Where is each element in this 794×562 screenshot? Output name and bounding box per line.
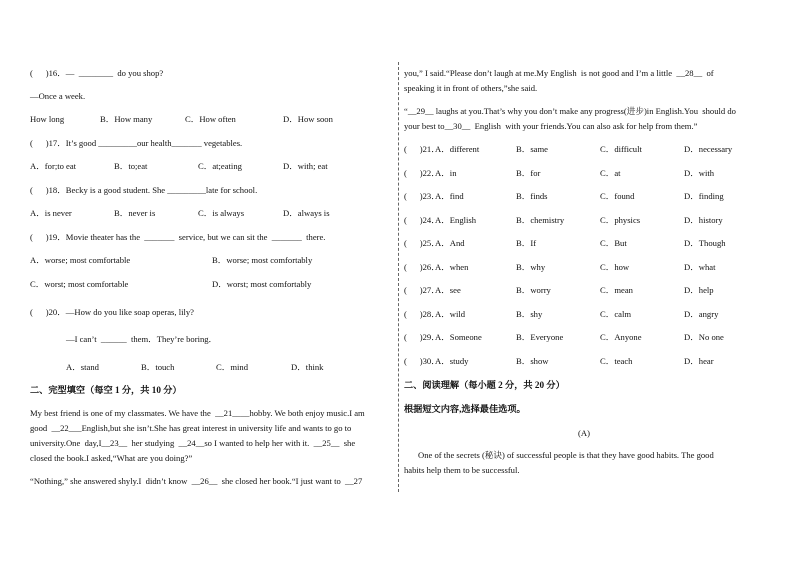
cloze-option-b[interactable]: B．why (516, 261, 546, 272)
passage-line: closed the book.I asked,“What are you doing?” (30, 453, 193, 463)
passage-line: your best to__30__ English with your friends.You can also ask for help from them.” (404, 121, 698, 131)
cloze-option-b[interactable]: B．worry (516, 285, 551, 295)
q20-option-b[interactable]: B．touch (141, 362, 175, 372)
cloze-option-a[interactable]: A．different (435, 144, 480, 154)
cloze-option-c[interactable]: C．at (600, 167, 621, 178)
cloze-question-number: ( )29． (404, 332, 440, 342)
q18-option-a[interactable]: A．is never (30, 208, 72, 218)
cloze-option-d[interactable]: D．what (684, 261, 716, 272)
cloze-option-d[interactable]: D．angry (684, 308, 719, 319)
q19-option-c[interactable]: C．worst; most comfortable (30, 279, 129, 289)
q18-stem: ( )18．Becky is a good student. She _________late for school. (30, 185, 258, 195)
reading-line: One of the secrets (秘诀) of successful people is that they have good habits. The good (418, 450, 714, 460)
passage-line: university.One day,I__23__ her studying __24__so I wanted to help her with it. __25__ she (30, 438, 356, 448)
cloze-option-d[interactable]: D．necessary (684, 144, 733, 154)
q20-option-d[interactable]: D．think (291, 362, 324, 372)
passage-line: “Nothing,” she answered shyly.I didn’t know __26__ she closed her book.“I just want to __27 (30, 476, 363, 486)
cloze-question-number: ( )24． (404, 214, 440, 225)
q16-option-b[interactable]: B．How many (100, 114, 153, 124)
q17-option-d[interactable]: D．with; eat (283, 161, 328, 171)
column-divider (398, 62, 399, 492)
cloze-option-b[interactable]: B．Everyone (516, 332, 564, 342)
cloze-option-a[interactable]: A．in (435, 167, 457, 178)
cloze-option-c[interactable]: C．difficult (600, 144, 642, 154)
q16-reply: —Once a week. (30, 91, 86, 101)
cloze-option-c[interactable]: C．Anyone (600, 332, 642, 342)
q16-option-a[interactable]: How long (30, 114, 65, 124)
q19-option-a[interactable]: A．worse; most comfortable (30, 255, 131, 265)
cloze-option-b[interactable]: B．shy (516, 308, 543, 319)
cloze-option-b[interactable]: B．If (516, 238, 537, 248)
cloze-option-d[interactable]: D．with (684, 167, 715, 178)
q19-option-d[interactable]: D．worst; most comfortably (212, 279, 312, 289)
q17-stem: ( )17．It’s good _________our health_______ vegetables. (30, 138, 243, 148)
cloze-question-number: ( )22． (404, 167, 440, 178)
cloze-option-c[interactable]: C．teach (600, 355, 633, 366)
reading-line: habits help them to be successful. (404, 465, 520, 475)
cloze-option-b[interactable]: B．same (516, 144, 548, 154)
passage-line: “__29__ laughs at you.That’s why you don’t make any progress(进步)in English.You should do (404, 106, 736, 116)
q20-stem: ( )20．—How do you like soap operas, lily? (30, 307, 194, 317)
q17-option-a[interactable]: A．for;to eat (30, 161, 77, 171)
cloze-option-a[interactable]: A．And (435, 238, 465, 248)
cloze-option-a[interactable]: A．English (435, 214, 477, 225)
section-reading-title: 二、阅读理解（每小题 2 分，共 20 分） (404, 380, 565, 390)
cloze-question-number: ( )28． (404, 308, 440, 319)
cloze-option-d[interactable]: D．history (684, 214, 723, 225)
cloze-option-b[interactable]: B．chemistry (516, 214, 565, 225)
q18-option-d[interactable]: D．always is (283, 208, 330, 218)
q16-option-c[interactable]: C．How often (185, 114, 236, 124)
reading-instruction: 根据短文内容,选择最佳选项。 (404, 404, 526, 414)
q18-option-c[interactable]: C．is always (198, 208, 245, 218)
cloze-question-number: ( )25． (404, 238, 440, 248)
cloze-option-a[interactable]: A．see (435, 285, 461, 295)
cloze-question-number: ( )26． (404, 261, 440, 272)
cloze-option-c[interactable]: C．But (600, 238, 627, 248)
cloze-option-d[interactable]: D．finding (684, 191, 724, 201)
q16-stem: ( )16．— ________ do you shop? (30, 68, 164, 78)
cloze-option-a[interactable]: A．Someone (435, 332, 482, 342)
cloze-question-number: ( )27． (404, 285, 440, 295)
cloze-option-c[interactable]: C．how (600, 261, 630, 272)
q17-option-c[interactable]: C．at;eating (198, 161, 242, 171)
cloze-option-d[interactable]: D．Though (684, 238, 726, 248)
cloze-option-b[interactable]: B．for (516, 167, 541, 178)
cloze-option-a[interactable]: A．study (435, 355, 469, 366)
passage-line: My best friend is one of my classmates. We have the __21____hobby. We both enjoy music.I am (30, 408, 365, 418)
cloze-question-number: ( )23． (404, 191, 440, 201)
section-cloze-title: 二、完型填空（每空 1 分，共 10 分） (30, 385, 182, 395)
passage-line: speaking it in front of others,”she said. (404, 83, 538, 93)
cloze-option-d[interactable]: D．No one (684, 332, 724, 342)
q17-option-b[interactable]: B．to;eat (114, 161, 148, 171)
q20-reply: —I can’t ______ them．They’re boring． (66, 334, 218, 344)
q19-option-b[interactable]: B．worse; most comfortably (212, 255, 313, 265)
cloze-question-number: ( )30． (404, 355, 440, 366)
cloze-option-a[interactable]: A．find (435, 191, 464, 201)
passage-line: good __22___English,but she isn’t.She has great interest in university life and wants to go to (30, 423, 352, 433)
cloze-option-d[interactable]: D．help (684, 285, 714, 295)
cloze-option-d[interactable]: D．hear (684, 355, 714, 366)
passage-line: you,” I said.“Please don’t laugh at me.My English is not good and I’m a little __28__ of (404, 68, 714, 78)
q19-stem: ( )19．Movie theater has the _______ service, but we can sit the _______ there. (30, 232, 326, 242)
cloze-option-a[interactable]: A．when (435, 261, 469, 272)
cloze-option-c[interactable]: C．found (600, 191, 635, 201)
cloze-option-a[interactable]: A．wild (435, 308, 466, 319)
cloze-option-b[interactable]: B．show (516, 355, 549, 366)
q16-option-d[interactable]: D．How soon (283, 114, 333, 124)
q20-option-c[interactable]: C．mind (216, 362, 248, 372)
cloze-option-b[interactable]: B．finds (516, 191, 548, 201)
q18-option-b[interactable]: B．never is (114, 208, 156, 218)
q20-option-a[interactable]: A．stand (66, 362, 99, 372)
cloze-question-number: ( )21． (404, 144, 440, 154)
cloze-option-c[interactable]: C．calm (600, 308, 632, 319)
cloze-option-c[interactable]: C．physics (600, 214, 641, 225)
passage-part-label: (A) (578, 428, 590, 438)
cloze-option-c[interactable]: C．mean (600, 285, 633, 295)
